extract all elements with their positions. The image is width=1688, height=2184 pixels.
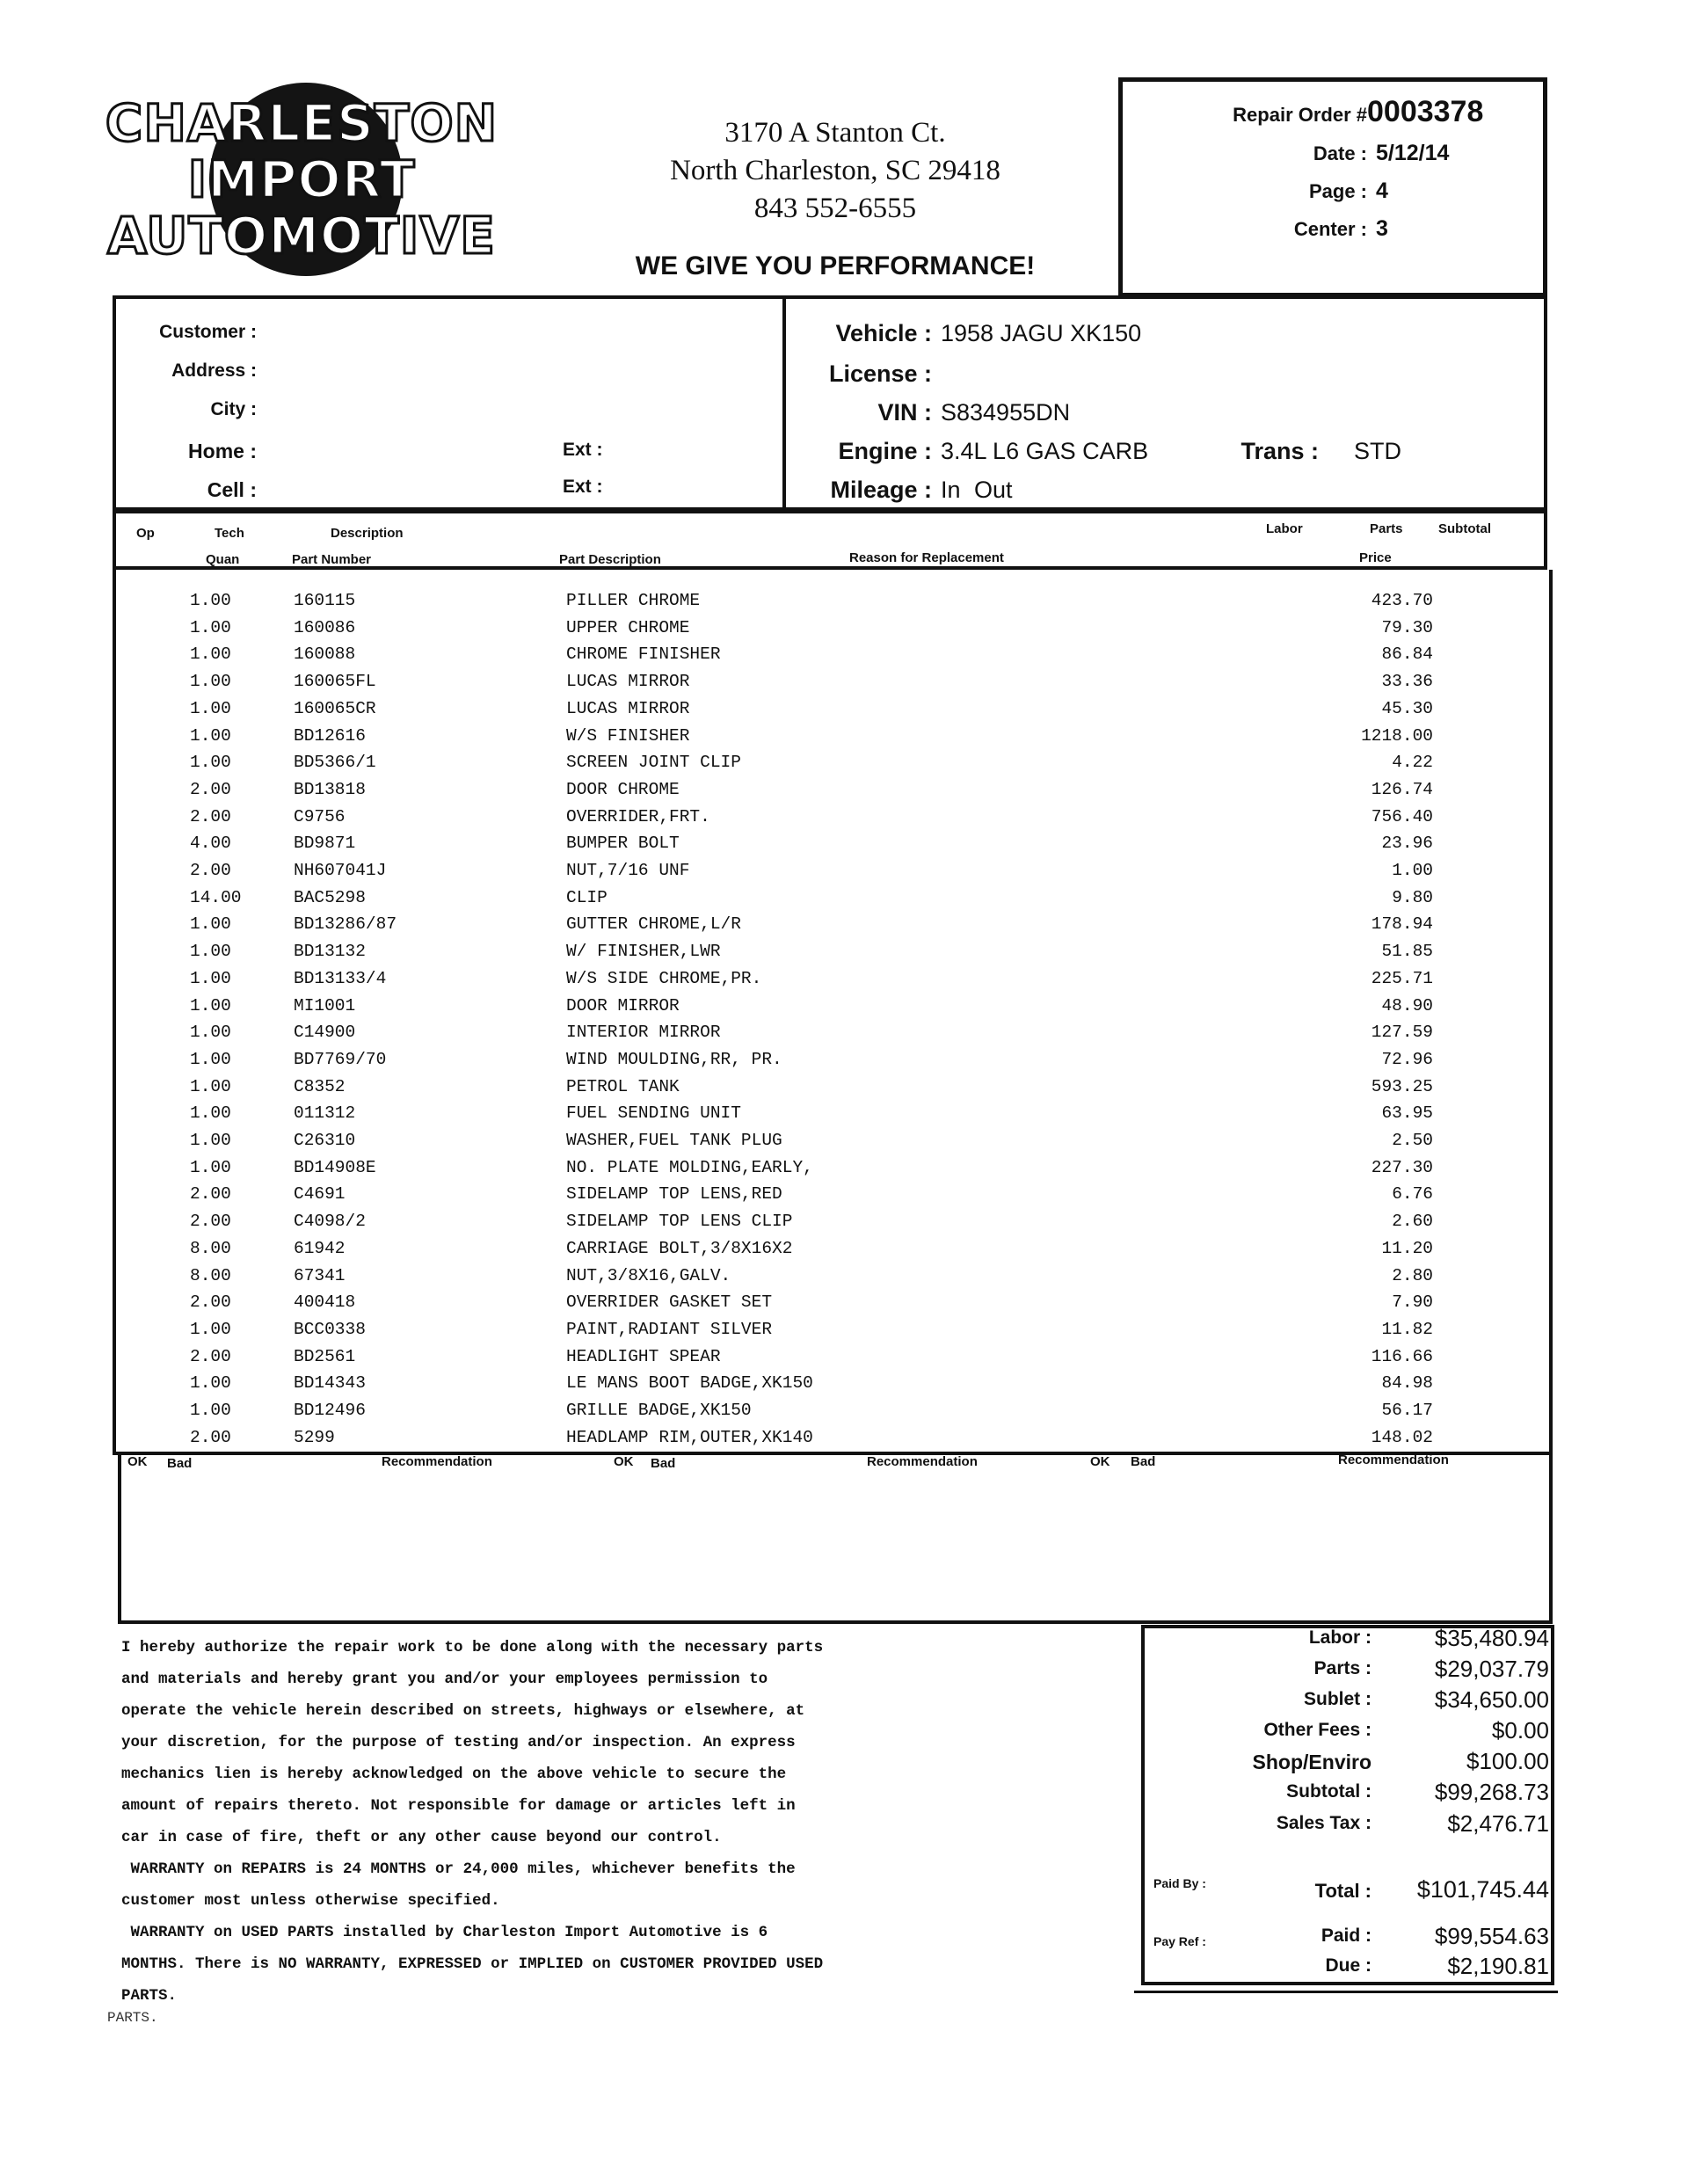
other-fees-value: $0.00 (1491, 1717, 1549, 1744)
part-number: BD13132 (294, 942, 366, 961)
part-quantity: 1.00 (190, 726, 231, 746)
part-quantity: 2.00 (190, 861, 231, 880)
part-number: BD9871 (294, 834, 356, 853)
part-price: 11.82 (1381, 1320, 1433, 1339)
part-price: 126.74 (1371, 780, 1433, 799)
part-description: LUCAS MIRROR (566, 699, 690, 718)
part-number: BD7769/70 (294, 1050, 387, 1069)
sales-tax-label: Sales Tax : (1276, 1813, 1372, 1833)
subtotal-value: $99,268.73 (1434, 1779, 1549, 1805)
part-price: 72.96 (1381, 1050, 1433, 1069)
part-description: CARRIAGE BOLT,3/8X16X2 (566, 1239, 793, 1258)
terms-line: customer most unless otherwise specified. (121, 1892, 500, 1910)
part-quantity: 1.00 (190, 1050, 231, 1069)
grand-total-label: Total : (1314, 1880, 1372, 1902)
engine-value: 3.4L L6 GAS CARB (941, 438, 1149, 464)
part-quantity: 2.00 (190, 1347, 231, 1366)
part-quantity: 1.00 (190, 996, 231, 1016)
part-quantity: 1.00 (190, 672, 231, 691)
part-description: WIND MOULDING,RR, PR. (566, 1050, 782, 1069)
part-price: 1218.00 (1361, 726, 1433, 746)
rec-bad-3: Bad (1131, 1454, 1156, 1469)
sublet-total-label: Sublet : (1304, 1689, 1372, 1709)
part-description: OVERRIDER,FRT. (566, 807, 710, 826)
paid-label: Paid : (1321, 1926, 1372, 1946)
part-quantity: 1.00 (190, 699, 231, 718)
shop-phone: 843 552-6555 (753, 193, 917, 224)
col-price: Price (1359, 550, 1392, 565)
part-quantity: 2.00 (190, 1212, 231, 1231)
part-price: 148.02 (1371, 1428, 1433, 1447)
part-number: C4691 (294, 1184, 346, 1204)
due-value: $2,190.81 (1447, 1953, 1549, 1979)
paid-value: $99,554.63 (1434, 1923, 1549, 1949)
col-reason: Reason for Replacement (849, 550, 1004, 565)
part-price: 7.90 (1392, 1292, 1433, 1312)
rec-bad-2: Bad (651, 1456, 676, 1471)
terms-line: I hereby authorize the repair work to be done along with the necessary parts (121, 1639, 824, 1656)
part-number: NH607041J (294, 861, 387, 880)
part-price: 756.40 (1371, 807, 1433, 826)
part-quantity: 1.00 (190, 1077, 231, 1096)
part-description: NUT,7/16 UNF (566, 861, 690, 880)
vehicle-label: Vehicle : (835, 320, 932, 346)
authorization-terms (121, 1632, 957, 2012)
order-center-value: 3 (1376, 216, 1388, 241)
part-quantity: 14.00 (190, 888, 242, 907)
part-price: 11.20 (1381, 1239, 1433, 1258)
order-center: Center : 3 (1293, 216, 1388, 241)
vin-label: VIN : (877, 399, 932, 426)
shop-street: 3170 A Stanton Ct. (724, 117, 946, 149)
part-price: 6.76 (1392, 1184, 1433, 1204)
part-quantity: 1.00 (190, 914, 231, 934)
part-description: PAINT,RADIANT SILVER (566, 1320, 773, 1339)
part-quantity: 2.00 (190, 1184, 231, 1204)
part-description: SIDELAMP TOP LENS,RED (566, 1184, 782, 1204)
part-number: C4098/2 (294, 1212, 366, 1231)
col-labor: Labor (1266, 521, 1303, 536)
part-number: MI1001 (294, 996, 356, 1016)
part-number: BD14908E (294, 1158, 376, 1177)
terms-line: PARTS. (121, 1987, 178, 2005)
shop-city: North Charleston, SC 29418 (670, 155, 1000, 186)
part-description: BUMPER BOLT (566, 834, 680, 853)
part-description: SIDELAMP TOP LENS CLIP (566, 1212, 793, 1231)
part-price: 4.22 (1392, 753, 1433, 772)
part-number: 400418 (294, 1292, 356, 1312)
part-description: GRILLE BADGE,XK150 (566, 1401, 752, 1420)
order-page: Page : 4 (1308, 178, 1388, 203)
part-description: NUT,3/8X16,GALV. (566, 1266, 731, 1285)
customer-label: Customer : (159, 322, 257, 342)
labor-total-label: Labor : (1308, 1627, 1372, 1648)
cell-ext-label: Ext : (563, 477, 603, 497)
part-price: 9.80 (1392, 888, 1433, 907)
part-description: PETROL TANK (566, 1077, 680, 1096)
part-description: CHROME FINISHER (566, 644, 721, 664)
part-description: DOOR CHROME (566, 780, 680, 799)
rec-label-1: Recommendation (382, 1454, 492, 1469)
part-number: 5299 (294, 1428, 335, 1447)
part-quantity: 1.00 (190, 1131, 231, 1150)
part-price: 2.50 (1392, 1131, 1433, 1150)
recommendation-box (118, 1452, 1553, 1624)
part-quantity: 1.00 (190, 753, 231, 772)
part-number: BD12616 (294, 726, 366, 746)
rec-label-2: Recommendation (867, 1454, 978, 1469)
terms-line: WARRANTY on REPAIRS is 24 MONTHS or 24,000 miles, whichever benefits the (121, 1860, 796, 1878)
part-price: 593.25 (1371, 1077, 1433, 1096)
part-description: W/S SIDE CHROME,PR. (566, 969, 762, 988)
part-quantity: 1.00 (190, 1401, 231, 1420)
part-price: 178.94 (1371, 914, 1433, 934)
part-price: 2.60 (1392, 1212, 1433, 1231)
part-quantity: 1.00 (190, 1158, 231, 1177)
part-description: DOOR MIRROR (566, 996, 680, 1016)
part-price: 23.96 (1381, 834, 1433, 853)
parts-total-label: Parts : (1313, 1658, 1372, 1678)
col-description: Description (331, 526, 404, 541)
repair-order-value: 0003378 (1367, 95, 1484, 128)
part-quantity: 2.00 (190, 1428, 231, 1447)
part-price: 51.85 (1381, 942, 1433, 961)
mileage-label: Mileage : (830, 477, 932, 503)
cell-label: Cell : (207, 478, 257, 501)
part-description: LE MANS BOOT BADGE,XK150 (566, 1373, 813, 1393)
part-price: 84.98 (1381, 1373, 1433, 1393)
terms-line: operate the vehicle herein described on streets, highways or elsewhere, at (121, 1702, 805, 1720)
rec-ok-1: OK (127, 1454, 148, 1469)
part-quantity: 4.00 (190, 834, 231, 853)
rec-label-3: Recommendation (1338, 1452, 1449, 1467)
shop-enviro-label: Shop/Enviro (1252, 1751, 1372, 1773)
part-description: W/S FINISHER (566, 726, 690, 746)
part-description: GUTTER CHROME,L/R (566, 914, 741, 934)
part-number: BD13818 (294, 780, 366, 799)
part-number: 160086 (294, 618, 356, 637)
part-price: 63.95 (1381, 1103, 1433, 1123)
part-number: C26310 (294, 1131, 356, 1150)
order-page-value: 4 (1376, 178, 1388, 203)
order-date-value: 5/12/14 (1376, 141, 1450, 165)
col-part-number: Part Number (292, 552, 372, 567)
part-description: CLIP (566, 888, 608, 907)
shop-enviro-value: $100.00 (1466, 1748, 1549, 1774)
part-quantity: 1.00 (190, 1373, 231, 1393)
logo-line-3: AUTOMOTIVE (107, 206, 496, 266)
part-price: 225.71 (1371, 969, 1433, 988)
part-quantity: 1.00 (190, 618, 231, 637)
part-quantity: 8.00 (190, 1266, 231, 1285)
parts-total-value: $29,037.79 (1434, 1656, 1549, 1682)
engine-label: Engine : (838, 438, 932, 464)
part-description: NO. PLATE MOLDING,EARLY, (566, 1158, 813, 1177)
part-description: UPPER CHROME (566, 618, 690, 637)
trans-label: Trans : (1241, 438, 1319, 464)
part-quantity: 2.00 (190, 807, 231, 826)
part-quantity: 2.00 (190, 1292, 231, 1312)
home-label: Home : (188, 440, 257, 462)
part-number: 160088 (294, 644, 356, 664)
part-description: FUEL SENDING UNIT (566, 1103, 741, 1123)
part-price: 45.30 (1381, 699, 1433, 718)
part-number: BD5366/1 (294, 753, 376, 772)
part-price: 56.17 (1381, 1401, 1433, 1420)
part-price: 127.59 (1371, 1023, 1433, 1042)
col-quan: Quan (206, 552, 240, 567)
part-quantity: 1.00 (190, 1023, 231, 1042)
part-number: BD14343 (294, 1373, 366, 1393)
terms-line: MONTHS. There is NO WARRANTY, EXPRESSED or IMPLIED on CUSTOMER PROVIDED USED (121, 1955, 824, 1973)
part-number: 011312 (294, 1103, 356, 1123)
other-fees-label: Other Fees : (1263, 1720, 1372, 1740)
order-date: Date : 5/12/14 (1313, 141, 1450, 165)
part-description: HEADLAMP RIM,OUTER,XK140 (566, 1428, 813, 1447)
part-description: SCREEN JOINT CLIP (566, 753, 741, 772)
terms-line: and materials and hereby grant you and/or your employees permission to (121, 1671, 768, 1688)
part-number: C14900 (294, 1023, 356, 1042)
license-label: License : (828, 360, 932, 387)
vehicle-value: 1958 JAGU XK150 (941, 320, 1142, 346)
part-number: BCC0338 (294, 1320, 366, 1339)
part-number: 160065CR (294, 699, 376, 718)
part-quantity: 8.00 (190, 1239, 231, 1258)
part-number: 67341 (294, 1266, 346, 1285)
part-quantity: 1.00 (190, 644, 231, 664)
part-description: W/ FINISHER,LWR (566, 942, 721, 961)
part-price: 423.70 (1371, 591, 1433, 610)
terms-line: car in case of fire, theft or any other cause beyond our control. (121, 1829, 722, 1846)
rec-ok-2: OK (614, 1454, 634, 1469)
shop-tagline: WE GIVE YOU PERFORMANCE! (635, 251, 1036, 280)
address-label: Address : (171, 360, 257, 381)
totals-underline (1134, 1991, 1558, 1993)
sublet-total-value: $34,650.00 (1434, 1686, 1549, 1713)
part-number: C8352 (294, 1077, 346, 1096)
part-quantity: 1.00 (190, 1103, 231, 1123)
terms-line: amount of repairs thereto. Not responsible for damage or articles left in (121, 1797, 796, 1815)
city-label: City : (210, 399, 257, 419)
part-number: 160065FL (294, 672, 376, 691)
col-parts: Parts (1370, 521, 1403, 536)
due-label: Due : (1325, 1955, 1372, 1976)
part-number: BD13133/4 (294, 969, 387, 988)
part-description: PILLER CHROME (566, 591, 701, 610)
part-number: BD12496 (294, 1401, 366, 1420)
vin-value: S834955DN (941, 399, 1071, 426)
logo-line-1: CHARLESTON (105, 93, 498, 153)
part-quantity: 1.00 (190, 942, 231, 961)
part-price: 1.00 (1392, 861, 1433, 880)
part-description: OVERRIDER GASKET SET (566, 1292, 773, 1312)
part-description: INTERIOR MIRROR (566, 1023, 721, 1042)
labor-total-value: $35,480.94 (1434, 1625, 1549, 1651)
part-price: 2.80 (1392, 1266, 1433, 1285)
rec-ok-3: OK (1090, 1454, 1110, 1469)
part-number: 61942 (294, 1239, 346, 1258)
part-description: LUCAS MIRROR (566, 672, 690, 691)
paid-by-label: Paid By : (1153, 1876, 1206, 1890)
mileage-out: Out (974, 477, 1013, 503)
footer-fragment: PARTS. (107, 2010, 158, 2026)
part-price: 227.30 (1371, 1158, 1433, 1177)
grand-total-value: $101,745.44 (1416, 1876, 1549, 1903)
repair-order-number: Repair Order #0003378 (1233, 95, 1484, 128)
mileage-in: In (941, 477, 961, 503)
col-part-description: Part Description (559, 552, 661, 567)
part-description: HEADLIGHT SPEAR (566, 1347, 721, 1366)
logo-line-2: IMPORT (187, 149, 416, 209)
part-quantity: 1.00 (190, 1320, 231, 1339)
part-price: 48.90 (1381, 996, 1433, 1016)
part-quantity: 1.00 (190, 591, 231, 610)
col-subtotal: Subtotal (1438, 521, 1491, 536)
terms-line: your discretion, for the purpose of testing and/or inspection. An express (121, 1734, 796, 1751)
part-price: 79.30 (1381, 618, 1433, 637)
terms-line: WARRANTY on USED PARTS installed by Charleston Import Automotive is 6 (121, 1924, 768, 1941)
part-number: BD13286/87 (294, 914, 397, 934)
pay-ref-label: Pay Ref : (1153, 1934, 1206, 1948)
part-number: BAC5298 (294, 888, 366, 907)
col-op: Op (136, 526, 155, 541)
part-number: BD2561 (294, 1347, 356, 1366)
rec-bad-1: Bad (167, 1456, 193, 1471)
subtotal-label: Subtotal : (1286, 1781, 1372, 1802)
part-number: 160115 (294, 591, 356, 610)
part-description: WASHER,FUEL TANK PLUG (566, 1131, 782, 1150)
part-price: 33.36 (1381, 672, 1433, 691)
part-quantity: 1.00 (190, 969, 231, 988)
parts-table-frame (113, 570, 1553, 1455)
part-number: C9756 (294, 807, 346, 826)
home-ext-label: Ext : (563, 440, 603, 460)
part-price: 116.66 (1371, 1347, 1433, 1366)
col-tech: Tech (215, 526, 244, 541)
sales-tax-value: $2,476.71 (1447, 1810, 1549, 1837)
part-quantity: 2.00 (190, 780, 231, 799)
terms-line: mechanics lien is hereby acknowledged on the above vehicle to secure the (121, 1765, 787, 1783)
trans-value: STD (1354, 438, 1401, 464)
part-price: 86.84 (1381, 644, 1433, 664)
